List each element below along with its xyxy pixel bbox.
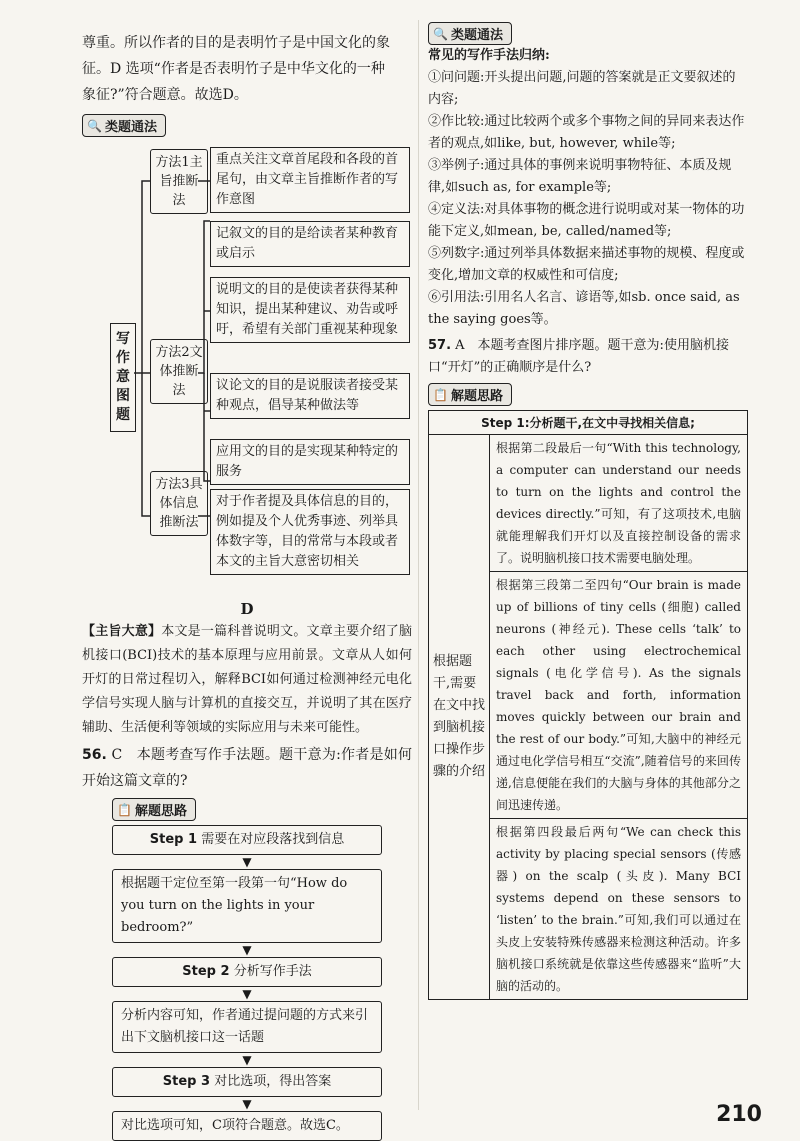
step-label: Step 2 (182, 964, 230, 979)
method-tag (82, 114, 166, 137)
magnifier-icon: 🔍 (433, 26, 448, 41)
flow-box-3: 对比选项可知，C项符合题意。故选C。 (112, 1111, 382, 1141)
right-column (428, 22, 748, 1000)
main-idea (82, 620, 412, 740)
intro-paragraph (82, 30, 412, 108)
table-cell: 根据第三段第二至四句“Our brain is made up of billions of tiny cells (细胞) called neurons (神经元). These cells ‘talk’ to each other using electrochemical signals (电化学信号). As the signals travel back and forth, information moves quickly between our brain and the rest of our body.”可知,大脑中的神经元通过电化学信号相互“交流”,随着信号的来回传递,信息便能在我们的大脑与身体的其他部分之间迅速传递。 (490, 572, 748, 819)
table-row (429, 435, 748, 572)
method-tag-label: 类题通法 (104, 120, 157, 135)
magnifier-icon: 🔍 (87, 118, 102, 133)
column-divider (418, 20, 419, 1110)
left-column (82, 30, 412, 1141)
text-line: 尊重。所以作者的目的是表明竹子是中国文化的象 (82, 35, 390, 51)
flow-step-3 (112, 1067, 382, 1097)
mindmap-method: 方法2文体推断法 (150, 339, 208, 404)
flow-box-1: 根据题干定位至第一段第一句“How do you turn on the lights in your bedroom?” (112, 869, 382, 943)
flow-step-1 (112, 825, 382, 855)
table-cell: 根据第二段最后一句“With this technology, a computer can understand our needs to turn on the lights and control the devices directly.”可知，有了这项技术,电脑就能理解我们开灯以及直接控制设备的需求了。说明脑机接口技术需要电脑处理。 (490, 435, 748, 572)
question-text: A 本题考查图片排序题。题干意为:使用脑机接口“开灯”的正确顺序是什么? (428, 338, 729, 375)
down-arrow-icon: ▼ (242, 855, 252, 869)
mindmap-leaf: 议论文的目的是说服读者接受某种观点，倡导某种做法等 (210, 373, 410, 419)
step-label: Step 3 (162, 1074, 211, 1089)
method-tag (428, 22, 512, 45)
solution-table (428, 410, 748, 1000)
list-item: ②作比较:通过比较两个或多个事物之间的异同来表达作者的观点,如like, but, however, while等; (428, 114, 745, 151)
table-header: Step 1:分析题干,在文中寻找相关信息; (429, 411, 748, 435)
solve-tag (112, 798, 196, 821)
mindmap-method: 方法1主旨推断法 (150, 149, 208, 214)
text-line: 象征?”符合题意。故选D。 (82, 87, 248, 103)
solve-tag-label: 解题思路 (450, 389, 503, 404)
solution-flowchart (112, 825, 382, 1141)
section-letter: D (240, 600, 254, 618)
mindmap-leaf: 记叙文的目的是给读者某种教育或启示 (210, 221, 410, 267)
question-number: 57. (428, 338, 452, 353)
list-item: ⑥引用法:引用名人名言、谚语等,如sb. once said, as the saying goes等。 (428, 290, 740, 327)
mindmap-leaf: 对于作者提及具体信息的目的，例如提及个人优秀事迹、列举具体数字等，目的常常与本段或者本文的主旨大意密切相关 (210, 489, 410, 575)
step-text: 分析写作手法 (233, 964, 312, 979)
mindmap-leaf: 重点关注文章首尾段和各段的首尾句，由文章主旨推断作者的写作意图 (210, 147, 410, 213)
text-line: 征。D 选项“作者是否表明竹子是中华文化的一种 (82, 61, 385, 77)
mindmap-root: 写作意图题 (110, 323, 136, 432)
mindmap-leaf: 应用文的目的是实现某种特定的服务 (210, 439, 410, 485)
solve-tag (428, 383, 512, 406)
writing-methods-list (428, 67, 748, 331)
solve-tag-label: 解题思路 (134, 804, 187, 819)
down-arrow-icon: ▼ (242, 943, 252, 957)
page-number: 210 (716, 1102, 762, 1127)
mindmap-leaf: 说明文的目的是使读者获得某种知识，提出某种建议、劝告或呼吁，希望有关部门重视某种现象 (210, 277, 410, 343)
step-label: Step 1 (149, 832, 198, 847)
mindmap-method: 方法3具体信息推断法 (150, 471, 208, 536)
flow-step-2 (112, 957, 382, 987)
main-idea-text: 本文是一篇科普说明文。文章主要介绍了脑机接口(BCI)技术的基本原理与应用前景。文章从人如何开灯的日常过程切入，解释BCI如何通过检测神经元电化学信号实现人脑与计算机的直接交互，并说明了其在医疗辅助、生活便利等领域的实际应用与未来可能性。 (82, 624, 412, 735)
clipboard-icon: 📋 (117, 802, 132, 817)
table-side-label: 根据题干,需要在文中找到脑机接口操作步骤的介绍 (429, 435, 490, 1000)
main-idea-label: 【主旨大意】 (82, 624, 162, 639)
question-number: 56. (82, 747, 107, 763)
list-item: ④定义法:对具体事物的概念进行说明或对某一物体的功能下定义,如mean, be, called/named等; (428, 202, 745, 239)
flow-box-2: 分析内容可知，作者通过提问题的方式来引出下文脑机接口这一话题 (112, 1001, 382, 1053)
list-item: ①问问题:开头提出问题,问题的答案就是正文要叙述的内容; (428, 70, 736, 107)
methods-heading: 常见的写作手法归纳: (428, 48, 550, 63)
question-text: C 本题考查写作手法题。题干意为:作者是如何开始这篇文章的? (82, 747, 412, 789)
step-text: 对比选项，得出答案 (214, 1074, 332, 1089)
clipboard-icon: 📋 (433, 387, 448, 402)
step-text: 需要在对应段落找到信息 (201, 832, 345, 847)
down-arrow-icon: ▼ (242, 987, 252, 1001)
down-arrow-icon: ▼ (242, 1097, 252, 1111)
list-item: ⑤列数字:通过列举具体数据来描述事物的规模、程度或变化,增加文章的权威性和可信度; (428, 246, 745, 283)
table-cell: 根据第四段最后两句“We can check this activity by placing special sensors (传感器) on the scalp (头皮). Many BCI systems depend on these sensors to ‘listen’ to the brain.”可知,我们可以通过在头皮上安装特殊传感器来检测这种活动。许多脑机接口系统就是依靠这些传感器来“监听”大脑的活动的。 (490, 819, 748, 1000)
question-56 (82, 742, 412, 794)
method-tag-label: 类题通法 (450, 28, 503, 43)
purpose-mindmap (82, 141, 412, 596)
list-item: ③举例子:通过具体的事例来说明事物特征、本质及规律,如such as, for example等; (428, 158, 732, 195)
down-arrow-icon: ▼ (242, 1053, 252, 1067)
question-57 (428, 335, 748, 379)
